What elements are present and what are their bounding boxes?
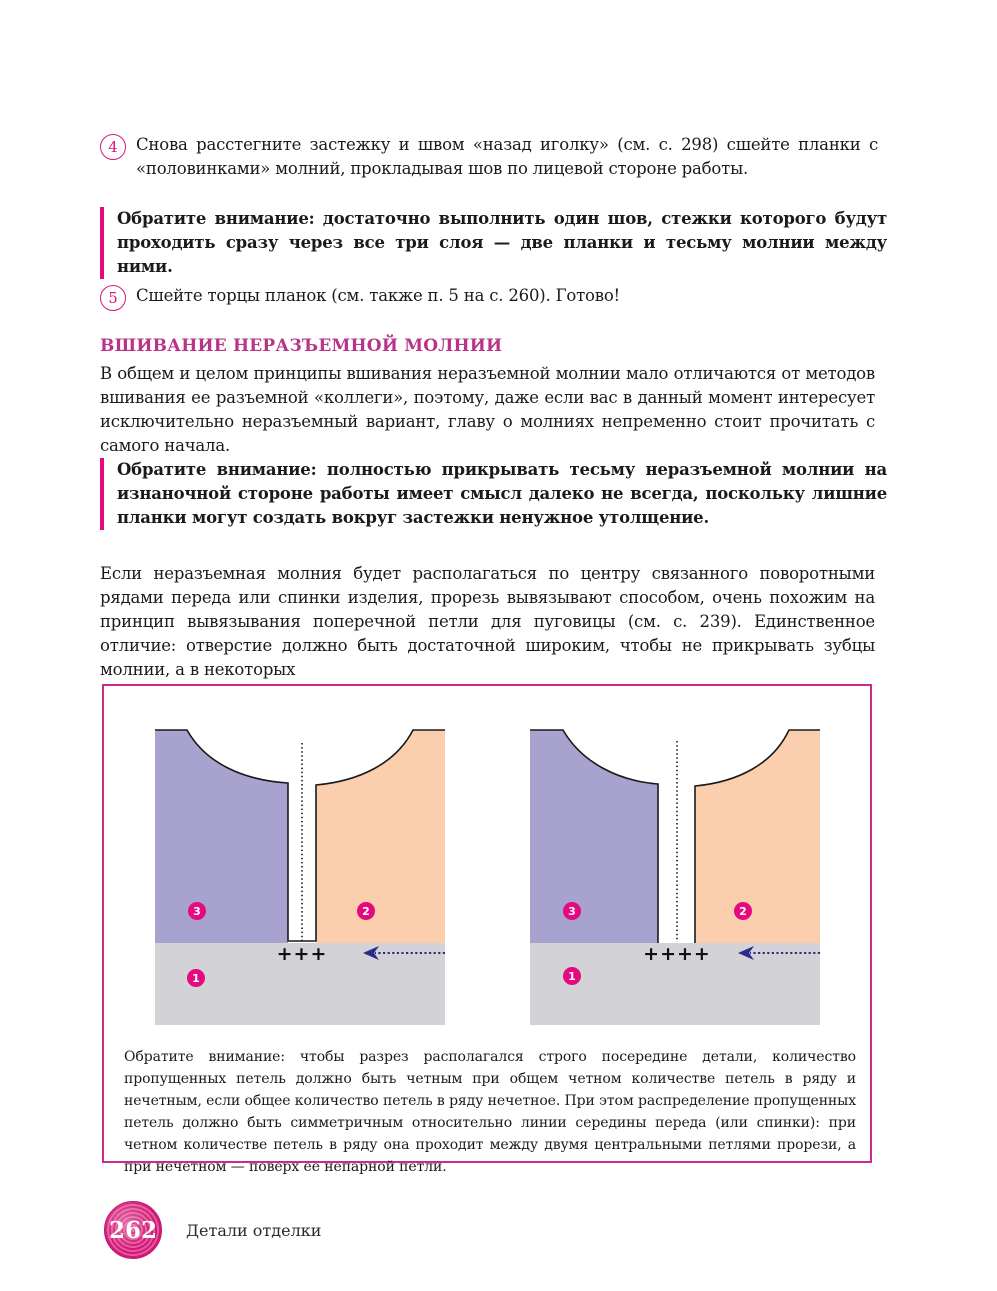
note-label: Обратите внимание:	[117, 460, 317, 479]
step-number-badge: 5	[100, 285, 126, 311]
label-badge-2: 2	[734, 902, 752, 920]
footer-chapter-title: Детали отделки	[186, 1221, 322, 1240]
figure-box	[102, 684, 872, 1175]
attention-note-2	[100, 458, 887, 530]
note-text: полностью прикрывать тесьму неразъемной молнии на изнаночной стороне работы имеет смысл далеко не всегда, поскольку лишние планки могут создать вокруг застежки ненужное утолщение.	[117, 460, 887, 527]
section-heading: ВШИВАНИЕ НЕРАЗЪЕМНОЙ МОЛНИИ	[100, 336, 503, 356]
right-front-piece	[695, 730, 820, 943]
step-text: Сшейте торцы планок (см. также п. 5 на с. 260). Готово!	[136, 286, 620, 305]
paragraph-intro: В общем и целом принципы вшивания неразъемной молнии мало отличаются от методов вшивания ее разъемной «коллеги», поэтому, даже если вас в данный момент интересует исключительно неразъемный вариант, главу о молниях непременно стоит прочитать с самого начала.	[100, 364, 875, 455]
attention-note-1	[100, 207, 887, 279]
label-badge-3: 3	[188, 902, 206, 920]
figure-caption: Обратите внимание: чтобы разрез располагался строго посередине детали, количество пропущенных петель должно быть четным при общем четном количестве петель в ряду и нечетным, если общее количество петель в ряду нечетное. При этом распределение пропущенных петель должно быть симметричным относительно линии середины переда (или спинки): при четном количестве петель в ряду она проходит между двумя центральными петлями прорези, а при нечетном — поверх ее непарной петли.	[124, 1049, 856, 1175]
label-badge-2: 2	[357, 902, 375, 920]
step-item-5	[100, 284, 878, 311]
skipped-stitches-marks: +++	[276, 943, 328, 965]
diagram-narrow-slit	[155, 727, 445, 1025]
diagram-wide-slit	[530, 727, 820, 1025]
step-number-badge: 4	[100, 134, 126, 160]
page-number-badge: 262	[104, 1201, 162, 1259]
step-text: Снова расстегните застежку и швом «назад иголку» (см. с. 298) сшейте планки с «половинками» молний, прокладывая шов по лицевой стороне работы.	[136, 135, 878, 178]
note-label: Обратите внимание:	[117, 209, 315, 228]
note-text: достаточно выполнить один шов, стежки которого будут проходить сразу через все три слоя — две планки и тесьму молнии между ними.	[117, 209, 887, 276]
label-badge-1: 1	[187, 969, 205, 987]
paragraph-body: Если неразъемная молния будет располагаться по центру связанного поворотными рядами переда или спинки изделия, прорезь вывязывают способом, очень похожим на принцип вывязывания поперечной петли для пуговицы (см. с. 239). Единственное отличие: отверстие должно быть достаточной широким, чтобы не прикрывать зубцы молнии, а в некоторых	[100, 564, 875, 679]
label-badge-1: 1	[563, 967, 581, 985]
label-badge-3: 3	[563, 902, 581, 920]
left-front-piece	[155, 730, 288, 943]
right-front-piece	[316, 730, 445, 943]
skipped-stitches-marks: ++++	[643, 943, 711, 965]
step-item-4	[100, 133, 878, 181]
